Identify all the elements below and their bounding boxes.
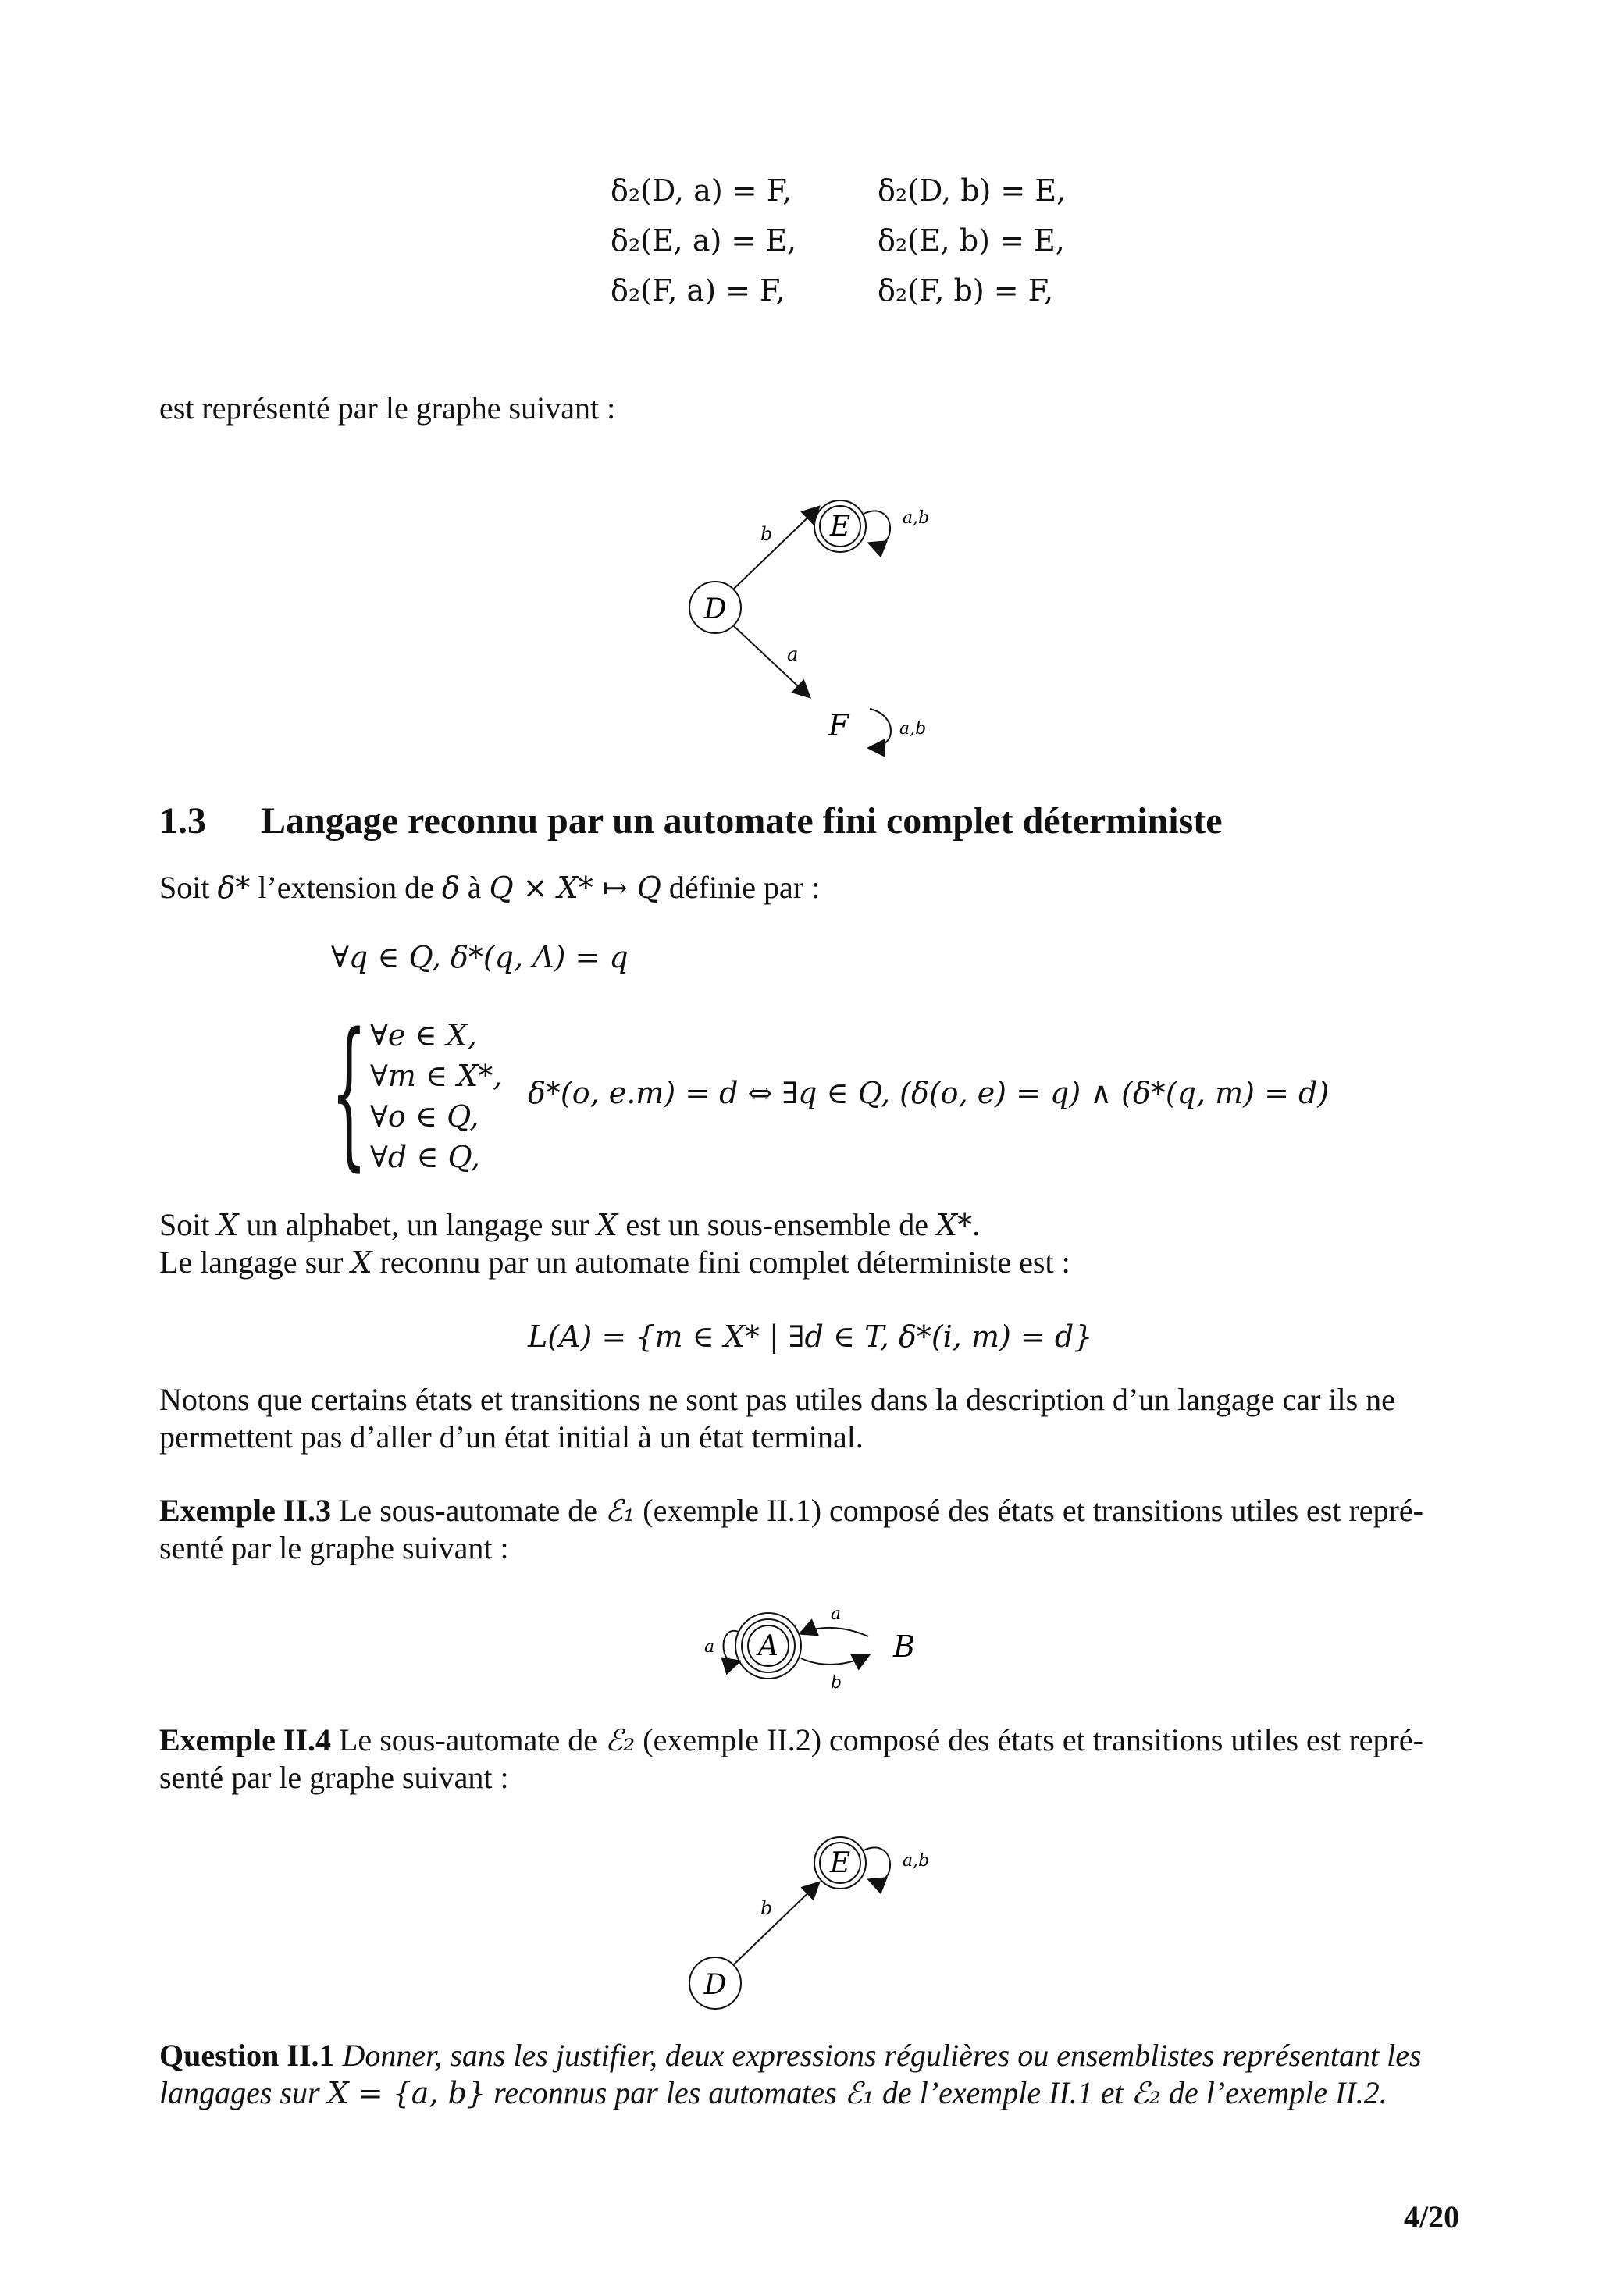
state-D <box>689 1957 741 2009</box>
state-F <box>828 708 850 742</box>
edge-top-label: a <box>831 1604 842 1624</box>
svg-text:F: F <box>828 708 849 742</box>
quantifier-list <box>370 1015 502 1177</box>
quantifier: ∀o ∈ Q, <box>370 1099 479 1134</box>
loop-E-label: a,b <box>903 508 930 528</box>
quantifier: ∀m ∈ X*, <box>370 1059 503 1093</box>
example-label: Exemple II.4 <box>159 1722 331 1757</box>
graph-intro-text: est représenté par le graphe suivant : <box>159 390 616 426</box>
example-label: Exemple II.3 <box>159 1493 331 1528</box>
delta-cell: δ₂(E, b) = E, <box>878 223 1065 258</box>
edge-b-label: b <box>760 523 773 545</box>
page-number: 4/20 <box>1404 2199 1460 2234</box>
example-II4-line1: Exemple II.4 Le sous-automate de ℰ₂ (exemple II.2) composé des états et transitions utiles est repré- <box>159 1722 1423 1757</box>
section-number: 1.3 <box>159 800 206 842</box>
example-II4-line2: senté par le graphe suivant : <box>159 1760 509 1795</box>
svg-text:B: B <box>893 1629 915 1664</box>
automaton-graph-3 <box>671 1819 953 2022</box>
langage-text: Le langage sur X reconnu par un automate fini complet déterministe est : <box>159 1244 1070 1280</box>
state-D <box>689 582 741 633</box>
automaton-graph-1 <box>671 445 953 757</box>
alphabet-text: Soit X un alphabet, un langage sur X est un sous-ensemble de X*. <box>159 1207 981 1242</box>
section-heading <box>159 799 1223 842</box>
question-label: Question II.1 <box>159 2038 335 2073</box>
brace: { <box>331 999 367 1186</box>
delta-cell: δ₂(E, a) = E, <box>611 223 797 258</box>
edge-b-label: b <box>760 1897 773 1919</box>
notons-line-2: permettent pas d’aller d’un état initial à un état terminal. <box>159 1419 864 1455</box>
svg-text:D: D <box>703 1969 727 2001</box>
svg-text:D: D <box>703 593 727 625</box>
svg-text:A: A <box>758 1630 778 1662</box>
formula-recursive: δ*(o, e.m) = d ⇔ ∃q ∈ Q, (δ(o, e) = q) ∧ (δ*(q, m) = d) <box>528 1076 1330 1110</box>
example-II3-line2: senté par le graphe suivant : <box>159 1530 509 1565</box>
edge-a-label: a <box>787 643 799 665</box>
svg-text:E: E <box>829 1847 851 1879</box>
svg-text:E: E <box>829 511 851 543</box>
loop-E-label: a,b <box>903 1851 930 1871</box>
question-line1: Question II.1 Donner, sans les justifier, deux expressions régulières ou ensemblistes représentant les <box>159 2038 1422 2073</box>
delta-cell: δ₂(D, b) = E, <box>878 173 1067 208</box>
notons-line-1: Notons que certains états et transitions ne sont pas utiles dans la description d’un langage car ils ne <box>159 1382 1395 1417</box>
quantifier: ∀d ∈ Q, <box>370 1140 480 1174</box>
edge-D-E <box>734 507 818 589</box>
example-II3-line1: Exemple II.3 Le sous-automate de ℰ₁ (exemple II.1) composé des états et transitions utiles est repré- <box>159 1493 1423 1528</box>
loop-A-label: a <box>704 1637 715 1657</box>
delta-cell: δ₂(F, a) = F, <box>611 273 785 308</box>
state-E <box>814 500 866 552</box>
loop-A <box>724 1631 739 1662</box>
question-line2: langages sur X = {a, b} reconnus par les automates ℰ₁ de l’exemple II.1 et ℰ₂ de l’exemple II.2. <box>159 2075 1387 2110</box>
edge-A-B <box>801 1655 868 1665</box>
formula-base: ∀q ∈ Q, δ*(q, Λ) = q <box>331 940 629 974</box>
delta-cell: δ₂(F, b) = F, <box>878 273 1054 308</box>
automaton-graph-2 <box>687 1593 937 1702</box>
loop-F <box>870 709 891 748</box>
quantifier: ∀e ∈ X, <box>370 1018 477 1052</box>
delta-cell: δ₂(D, a) = F, <box>611 173 792 208</box>
state-E <box>814 1837 866 1889</box>
edge-D-E <box>734 1883 818 1964</box>
section-title: Langage reconnu par un automate fini complet déterministe <box>261 800 1223 842</box>
edge-bottom-label: b <box>831 1673 842 1693</box>
loop-E <box>864 511 890 544</box>
loop-F-label: a,b <box>899 719 927 739</box>
edge-B-A <box>801 1628 868 1636</box>
definition-intro: Soit δ* l’extension de δ à Q × X* ↦ Q définie par : <box>159 870 821 905</box>
loop-E <box>864 1847 890 1881</box>
state-B <box>892 1629 915 1664</box>
state-A <box>735 1613 801 1679</box>
formula-L: L(A) = {m ∈ X* | ∃d ∈ T, δ*(i, m) = d} <box>528 1319 1093 1354</box>
